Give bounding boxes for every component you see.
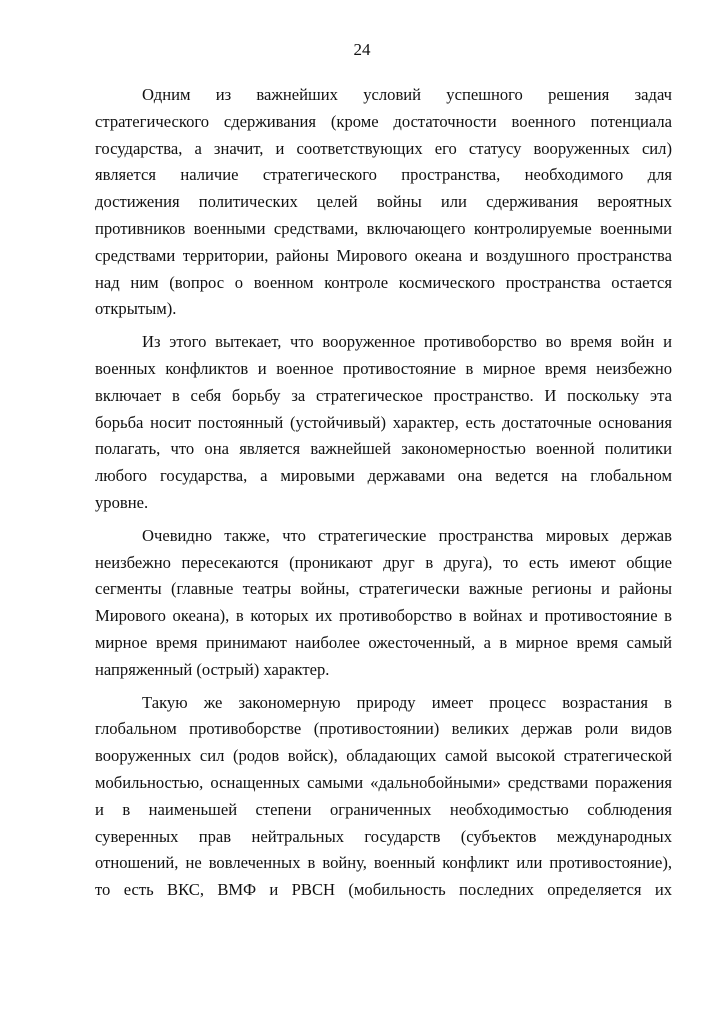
- paragraph-1: [95, 82, 672, 323]
- text-line: средствами территории, районы Мирового океана и воздушного пространства: [95, 245, 672, 265]
- text-line: военных конфликтов и военное противостояние в мирное время неизбежно: [95, 358, 672, 378]
- text-line: борьба носит постоянный (устойчивый) характер, есть достаточные основания: [95, 412, 672, 432]
- text-line: над ним (вопрос о военном контроле космического пространства остается: [95, 272, 672, 292]
- text-line: напряженный (острый) характер.: [95, 659, 330, 679]
- paragraph-2: [95, 329, 672, 517]
- document-body: [95, 82, 672, 904]
- text-line: Такую же закономерную природу имеет процесс возрастания в: [142, 692, 672, 712]
- text-line: Очевидно также, что стратегические пространства мировых держав: [142, 525, 672, 545]
- text-line: противников военными средствами, включающего контролируемые военными: [95, 218, 672, 238]
- text-line: мобильностью, оснащенных самыми «дальнобойными» средствами поражения: [95, 772, 672, 792]
- text-line: уровне.: [95, 492, 149, 512]
- text-line: Мирового океана), в которых их противоборство в войнах и противостояние в: [95, 606, 672, 626]
- paragraph-3: [95, 523, 672, 684]
- text-line: суверенных прав нейтральных государств (субъектов международных: [95, 826, 672, 846]
- text-line: Из этого вытекает, что вооруженное противоборство во время войн и: [142, 332, 672, 352]
- text-line: включает в себя борьбу за стратегическое пространство. И поскольку эта: [95, 385, 672, 405]
- text-line: неизбежно пересекаются (проникают друг в друга), то есть имеют общие: [95, 552, 672, 572]
- text-line: является наличие стратегического пространства, необходимого для: [95, 165, 672, 185]
- text-line: мирное время принимают наиболее ожесточенный, а в мирное время самый: [95, 632, 672, 652]
- text-line: и в наименьшей степени ограниченных необходимостью соблюдения: [95, 799, 672, 819]
- text-line: любого государства, а мировыми державами она ведется на глобальном: [95, 466, 672, 486]
- text-line: полагать, что она является важнейшей закономерностью военной политики: [95, 439, 672, 459]
- text-line: стратегического сдерживания (кроме достаточности военного потенциала: [95, 111, 672, 131]
- text-line: государства, а значит, и соответствующих его статусу вооруженных сил): [95, 138, 672, 158]
- text-line: открытым).: [95, 299, 177, 319]
- text-line: сегменты (главные театры войны, стратегически важные регионы и районы: [95, 579, 672, 599]
- text-line: Одним из важнейших условий успешного решения задач: [142, 85, 672, 104]
- text-line: вооруженных сил (родов войск), обладающих самой высокой стратегической: [95, 746, 672, 766]
- paragraph-4: [95, 690, 672, 904]
- text-line: глобальном противоборстве (противостоянии) великих держав роли видов: [95, 719, 672, 739]
- page-number: 24: [353, 40, 371, 59]
- text-line: достижения политических целей войны или сдерживания вероятных: [95, 192, 672, 212]
- text-line: отношений, не вовлеченных в войну, военный конфликт или противостояние),: [95, 853, 672, 873]
- text-line: то есть ВКС, ВМФ и РВСН (мобильность последних определяется их: [95, 880, 672, 900]
